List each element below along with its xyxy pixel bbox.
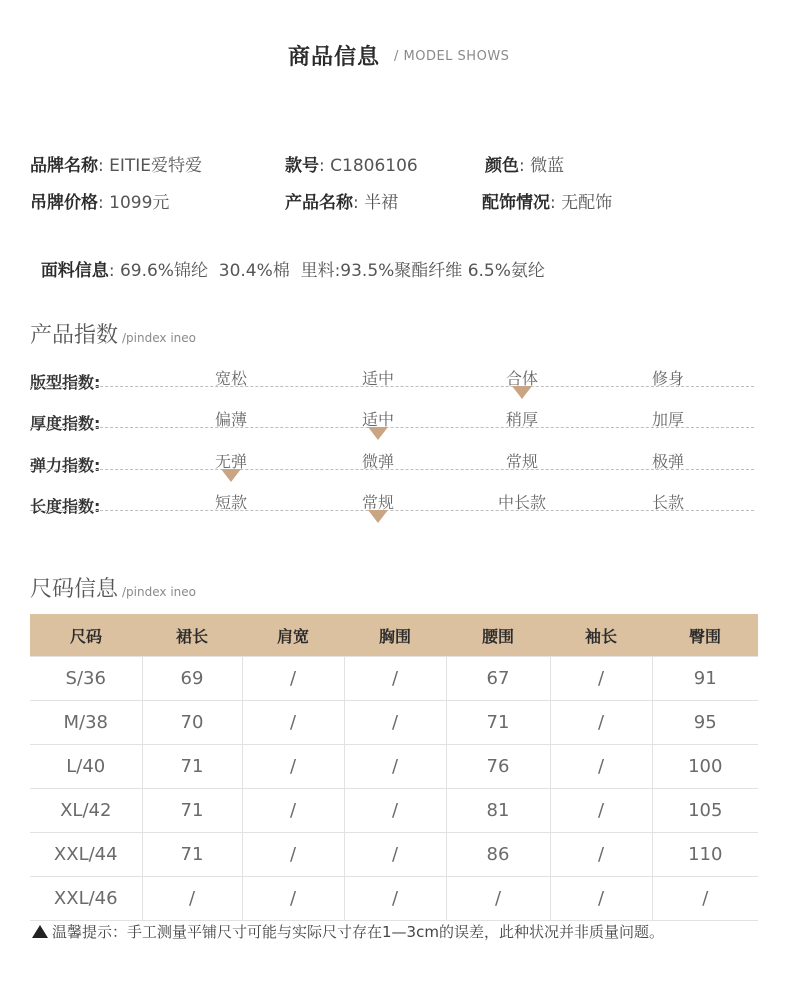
table-cell: / bbox=[446, 877, 550, 921]
size-title-text: 尺码信息 bbox=[30, 577, 119, 602]
index-row-label: 长度指数: bbox=[30, 497, 101, 516]
note-text: 温馨提示：手工测量平铺尺寸可能与实际尺寸存在1—3cm的误差，此种状况并非质量问题。 bbox=[52, 923, 664, 941]
table-cell: XXL/46 bbox=[30, 877, 142, 921]
table-cell: 86 bbox=[446, 833, 550, 877]
index-option: 长款 bbox=[651, 493, 684, 512]
size-column-header: 胸围 bbox=[344, 614, 446, 657]
index-option: 修身 bbox=[651, 369, 684, 388]
table-cell: 91 bbox=[652, 657, 758, 701]
style-no-label: 款号 bbox=[285, 156, 319, 176]
index-option: 无弹 bbox=[214, 452, 247, 471]
index-option: 极弹 bbox=[651, 452, 684, 471]
accessory-label: 配饰情况 bbox=[482, 193, 550, 213]
fabric-label: 面料信息 bbox=[40, 261, 109, 281]
price-value: : 1099元 bbox=[98, 193, 170, 213]
fabric-value: : 69.6%锦纶 30.4%棉 里料:93.5%聚酯纤维 6.5%氨纶 bbox=[108, 261, 545, 281]
color-value: : 微蓝 bbox=[519, 156, 565, 176]
size-column-header: 腰围 bbox=[446, 614, 550, 657]
size-column-header: 袖长 bbox=[550, 614, 652, 657]
table-cell: 81 bbox=[446, 789, 550, 833]
index-row-label: 弹力指数: bbox=[30, 456, 101, 475]
table-cell: / bbox=[550, 877, 652, 921]
index-option: 微弹 bbox=[361, 452, 394, 471]
size-column-header: 臀围 bbox=[652, 614, 758, 657]
index-option: 中长款 bbox=[497, 493, 546, 512]
table-cell: 110 bbox=[652, 833, 758, 877]
table-cell: 71 bbox=[142, 745, 242, 789]
style-no-value: : C1806106 bbox=[319, 156, 418, 176]
index-subtitle: /pindex ineo bbox=[122, 331, 196, 345]
index-option: 宽松 bbox=[214, 369, 247, 388]
index-option: 稍厚 bbox=[505, 410, 538, 429]
table-cell: / bbox=[242, 789, 344, 833]
brand-label: 品牌名称 bbox=[30, 156, 98, 176]
index-option: 常规 bbox=[505, 452, 538, 471]
table-cell: 71 bbox=[142, 833, 242, 877]
table-cell: 67 bbox=[446, 657, 550, 701]
index-section-title bbox=[30, 318, 196, 349]
size-table bbox=[30, 614, 758, 921]
size-column-header: 尺码 bbox=[30, 614, 142, 657]
table-cell: / bbox=[652, 877, 758, 921]
price-label: 吊牌价格 bbox=[30, 193, 98, 213]
color-info bbox=[485, 151, 564, 176]
table-cell: 71 bbox=[446, 701, 550, 745]
index-option: 偏薄 bbox=[214, 410, 247, 429]
index-option: 常规 bbox=[361, 493, 394, 512]
table-cell: XL/42 bbox=[30, 789, 142, 833]
index-option: 合体 bbox=[505, 369, 538, 388]
style-no-info bbox=[285, 151, 418, 176]
index-option: 短款 bbox=[214, 493, 247, 512]
size-section-title bbox=[30, 572, 196, 603]
table-cell: XXL/44 bbox=[30, 833, 142, 877]
table-cell: 95 bbox=[652, 701, 758, 745]
size-column-header: 裙长 bbox=[142, 614, 242, 657]
table-row bbox=[30, 701, 758, 745]
index-row-label: 厚度指数: bbox=[30, 414, 101, 433]
table-cell: M/38 bbox=[30, 701, 142, 745]
table-cell: / bbox=[550, 701, 652, 745]
index-option: 适中 bbox=[361, 369, 394, 388]
size-subtitle: /pindex ineo bbox=[122, 585, 196, 599]
table-cell: / bbox=[550, 657, 652, 701]
table-cell: / bbox=[344, 877, 446, 921]
table-row bbox=[30, 657, 758, 701]
index-row-label: 版型指数: bbox=[30, 373, 101, 392]
table-row bbox=[30, 833, 758, 877]
table-cell: / bbox=[242, 745, 344, 789]
table-cell: 76 bbox=[446, 745, 550, 789]
table-cell: 105 bbox=[652, 789, 758, 833]
table-cell: / bbox=[242, 833, 344, 877]
size-table-body bbox=[30, 657, 758, 921]
warning-icon bbox=[32, 925, 48, 938]
price-info bbox=[30, 188, 169, 213]
table-cell: / bbox=[344, 701, 446, 745]
size-table-header bbox=[30, 614, 758, 657]
table-cell: / bbox=[344, 833, 446, 877]
table-cell: / bbox=[344, 789, 446, 833]
table-cell: / bbox=[344, 657, 446, 701]
index-option: 加厚 bbox=[651, 410, 684, 429]
brand-info bbox=[30, 151, 202, 176]
table-cell: 69 bbox=[142, 657, 242, 701]
table-cell: / bbox=[242, 657, 344, 701]
table-row bbox=[30, 877, 758, 921]
page-title: 商品信息 bbox=[288, 45, 381, 70]
product-label: 产品名称 bbox=[285, 193, 353, 213]
table-cell: / bbox=[142, 877, 242, 921]
brand-value: : EITIE爱特爱 bbox=[98, 156, 203, 176]
table-cell: 100 bbox=[652, 745, 758, 789]
index-marker-icon bbox=[368, 510, 388, 523]
page-subtitle: / MODEL SHOWS bbox=[394, 49, 510, 64]
table-row bbox=[30, 789, 758, 833]
index-option: 适中 bbox=[361, 410, 394, 429]
index-marker-icon bbox=[512, 386, 532, 399]
table-cell: 70 bbox=[142, 701, 242, 745]
table-cell: / bbox=[344, 745, 446, 789]
product-name-info bbox=[285, 188, 398, 213]
accessory-value: : 无配饰 bbox=[550, 193, 613, 213]
table-cell: S/36 bbox=[30, 657, 142, 701]
table-cell: / bbox=[550, 789, 652, 833]
table-cell: / bbox=[242, 877, 344, 921]
index-marker-icon bbox=[221, 469, 241, 482]
index-marker-icon bbox=[368, 427, 388, 440]
table-cell: / bbox=[550, 833, 652, 877]
color-label: 颜色 bbox=[485, 156, 519, 176]
measurement-note bbox=[32, 921, 664, 942]
index-title-text: 产品指数 bbox=[30, 323, 119, 348]
fabric-info bbox=[30, 236, 545, 281]
table-cell: L/40 bbox=[30, 745, 142, 789]
table-row bbox=[30, 745, 758, 789]
table-cell: 71 bbox=[142, 789, 242, 833]
accessory-info bbox=[482, 188, 612, 213]
size-column-header: 肩宽 bbox=[242, 614, 344, 657]
table-cell: / bbox=[242, 701, 344, 745]
table-cell: / bbox=[550, 745, 652, 789]
product-value: : 半裙 bbox=[353, 193, 399, 213]
